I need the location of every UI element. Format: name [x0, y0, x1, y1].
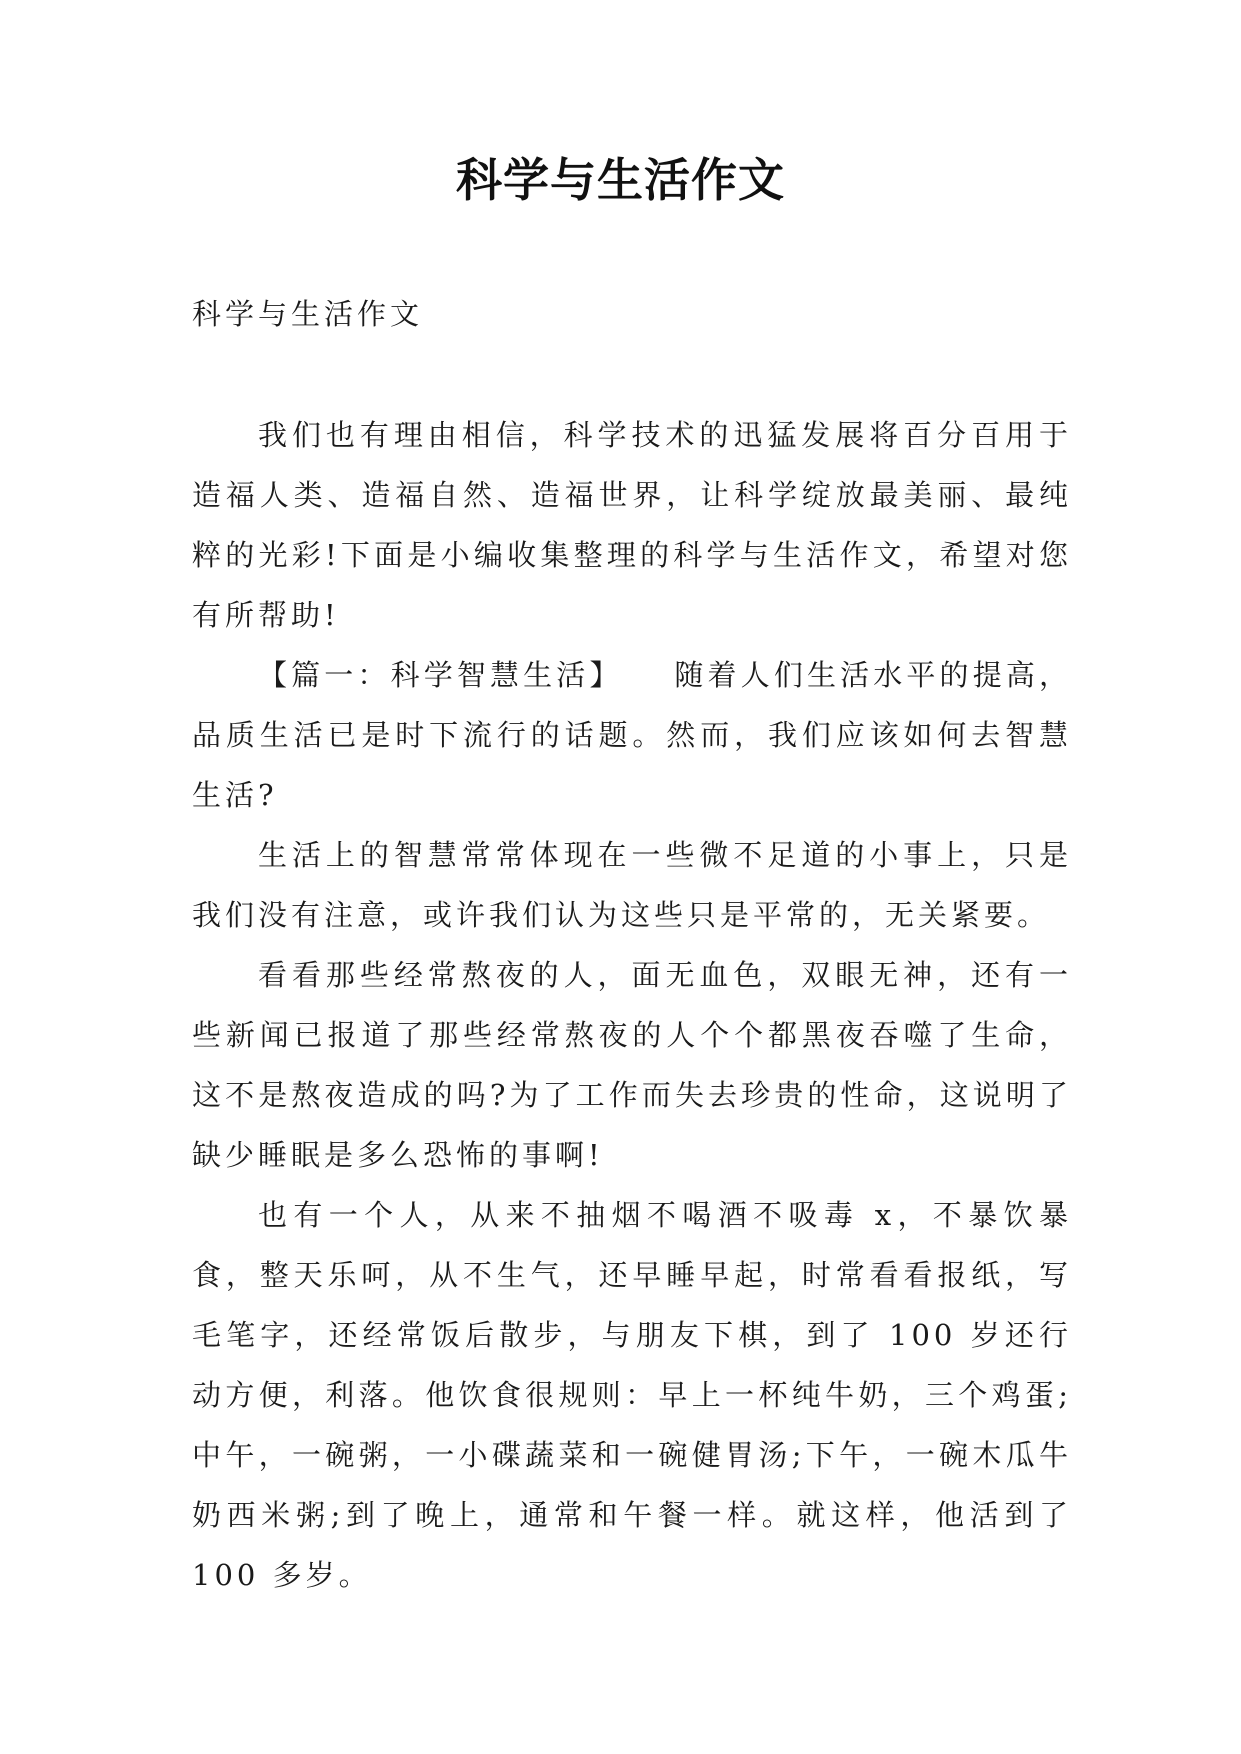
document-body: [192, 405, 1072, 1605]
document-title: 科学与生活作文: [456, 153, 785, 207]
paragraph-intro: 我们也有理由相信，科学技术的迅猛发展将百分百用于造福人类、造福自然、造福世界，让科学绽放最美丽、最纯粹的光彩!下面是小编收集整理的科学与生活作文，希望对您有所帮助!: [192, 418, 1072, 632]
paragraph-centenarian: 也有一个人，从来不抽烟不喝酒不吸毒 x，不暴饮暴食，整天乐呵，从不生气，还早睡早起，时常看看报纸，写毛笔字，还经常饭后散步，与朋友下棋，到了 100 岁还行动方便，利落。他饮食很规则：早上一杯纯牛奶，三个鸡蛋;中午，一碗粥，一小碟蔬菜和一碗健胃汤;下午，一碗木瓜牛奶西米粥;到了晚上，通常和午餐一样。就这样，他活到了 100 多岁。: [192, 1198, 1072, 1592]
paragraph-wisdom: 生活上的智慧常常体现在一些微不足道的小事上，只是我们没有注意，或许我们认为这些只是平常的，无关紧要。: [192, 838, 1072, 932]
paragraph-section-one-heading: 【篇一：科学智慧生活】 随着人们生活水平的提高，品质生活已是时下流行的话题。然而，我们应该如何去智慧生活?: [192, 658, 1072, 812]
paragraph-staying-up-late: 看看那些经常熬夜的人，面无血色，双眼无神，还有一些新闻已报道了那些经常熬夜的人个个都黑夜吞噬了生命，这不是熬夜造成的吗?为了工作而失去珍贵的性命，这说明了缺少睡眠是多么恐怖的事啊!: [192, 958, 1072, 1172]
document-subtitle: 科学与生活作文: [192, 297, 424, 331]
